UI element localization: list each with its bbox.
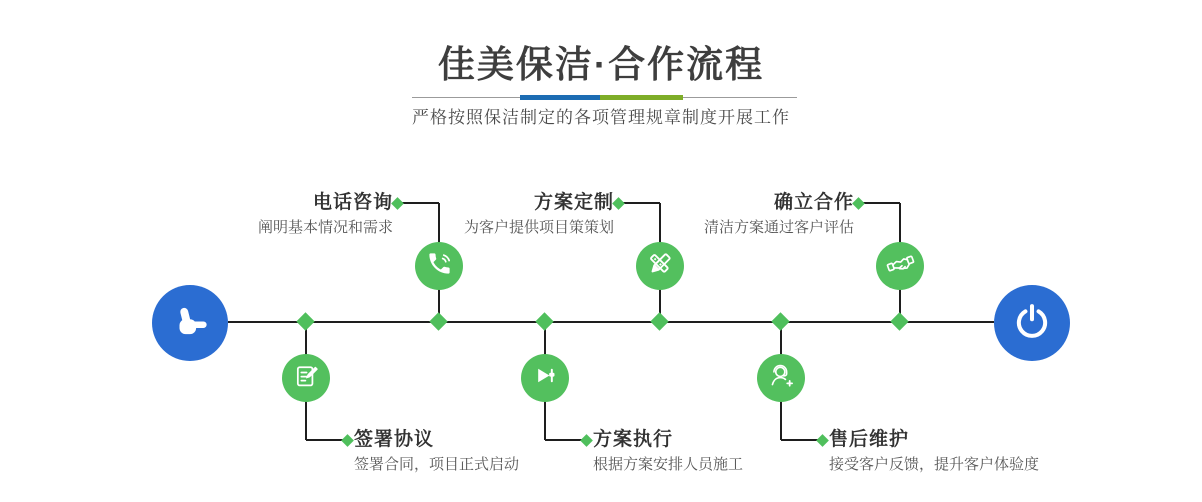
step-desc: 签署合同，项目正式启动 [354, 456, 520, 473]
junction-diamond [429, 312, 447, 330]
handshake-icon [885, 248, 916, 284]
timeline-start-node [152, 285, 228, 361]
pointing-hand-icon [169, 300, 211, 347]
power-icon [1011, 300, 1053, 347]
junction-diamond [296, 312, 314, 330]
step-title: 方案定制 [533, 192, 614, 213]
step-desc: 为客户提供项目策策划 [463, 219, 614, 236]
step-icon-bubble [521, 354, 569, 402]
pencil-ruler-icon [645, 249, 675, 284]
step-desc: 根据方案安排人员施工 [593, 456, 744, 473]
junction-diamond [535, 312, 553, 330]
timeline-axis [228, 321, 994, 323]
step-title: 签署协议 [354, 429, 435, 450]
customer-service-icon [767, 361, 796, 395]
phone-call-icon [426, 250, 453, 282]
sign-document-icon [292, 362, 320, 395]
step-icon-bubble [876, 242, 924, 290]
step-title: 确立合作 [773, 192, 854, 213]
connector-line [860, 202, 900, 204]
step-icon-bubble [415, 242, 463, 290]
junction-diamond [650, 312, 668, 330]
step-icon-bubble [636, 242, 684, 290]
page-subtitle: 严格按照保洁制定的各项管理规章制度开展工作 [412, 108, 790, 127]
step-title: 售后维护 [829, 429, 910, 450]
play-slider-icon [532, 362, 559, 394]
title-divider [412, 95, 797, 100]
junction-diamond [890, 312, 908, 330]
step-icon-bubble [282, 354, 330, 402]
label-diamond [852, 197, 865, 210]
page-title: 佳美保洁·合作流程 [437, 44, 765, 85]
divider-blue-segment [520, 95, 600, 100]
step-desc: 清洁方案通过客户评估 [703, 219, 854, 236]
step-title: 方案执行 [593, 429, 674, 450]
timeline-end-node [994, 285, 1070, 361]
divider-green-segment [600, 95, 683, 100]
step-desc: 接受客户反馈，提升客户体验度 [829, 456, 1040, 473]
junction-diamond [771, 312, 789, 330]
step-icon-bubble [757, 354, 805, 402]
label-diamond [341, 434, 354, 447]
step-desc: 阐明基本情况和需求 [257, 219, 393, 236]
step-title: 电话咨询 [312, 192, 393, 213]
